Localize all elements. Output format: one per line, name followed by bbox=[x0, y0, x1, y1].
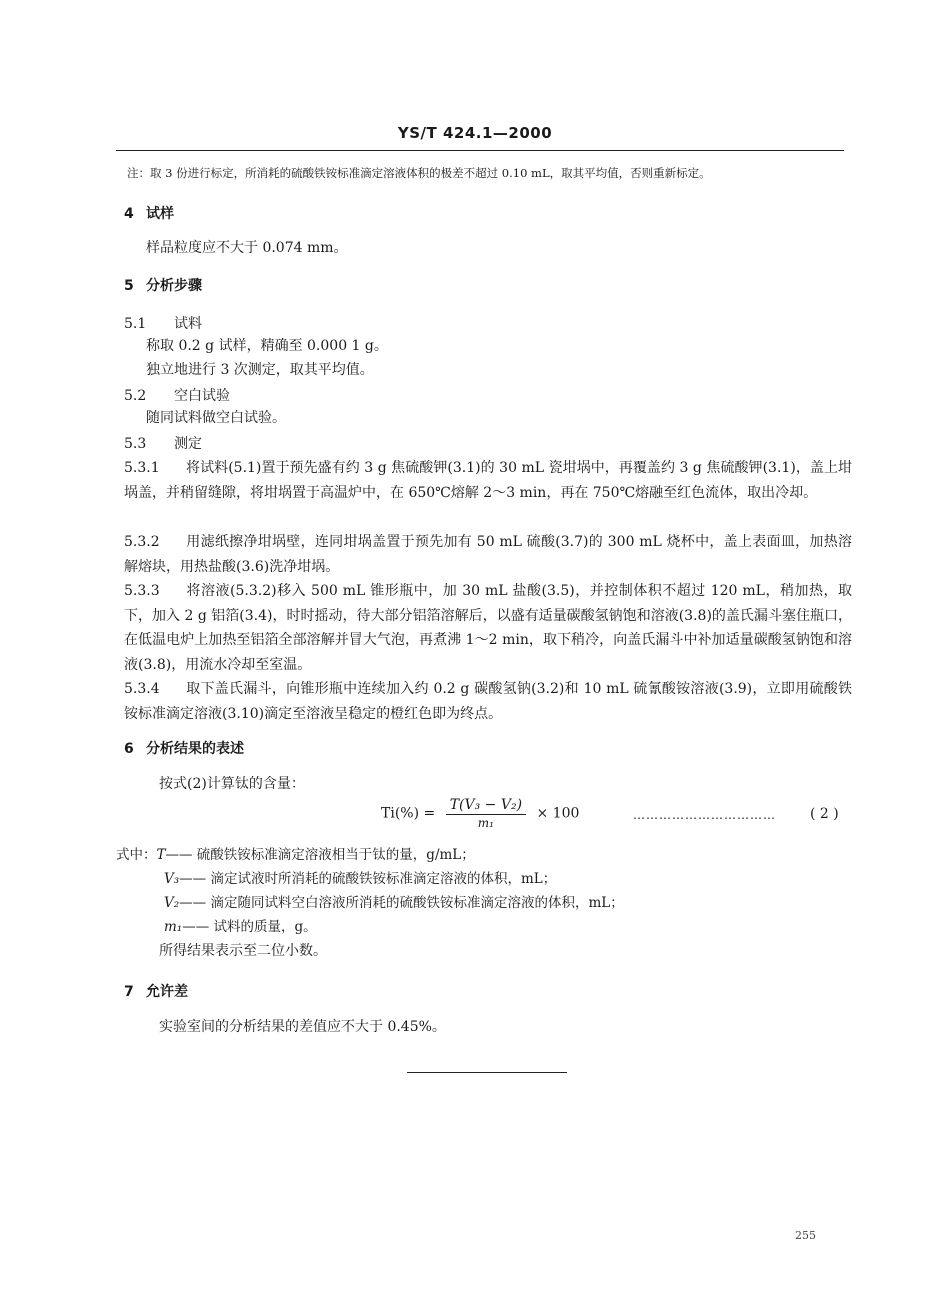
section-5-1-line-1: 称取 0.2 g 试样，精确至 0.000 1 g。 bbox=[146, 338, 388, 354]
formula-denominator: m₁ bbox=[477, 816, 494, 830]
where-symbol-m1: m₁ bbox=[164, 919, 183, 935]
section-5-2-line-1: 随同试料做空白试验。 bbox=[146, 410, 286, 426]
para-5-3-2-number: 5.3.2 bbox=[124, 534, 160, 550]
para-5-3-1 bbox=[124, 456, 852, 505]
section-5-3-heading bbox=[124, 433, 202, 453]
formula-times: × 100 bbox=[536, 805, 580, 822]
section-5-1-number: 5.1 bbox=[124, 316, 147, 332]
formula-fraction bbox=[446, 797, 526, 830]
formula-equation-number: ( 2 ) bbox=[810, 806, 839, 822]
where-desc-m1: —— 试料的质量，g。 bbox=[182, 919, 317, 935]
section-6-tail: 所得结果表示至二位小数。 bbox=[159, 943, 327, 959]
where-row-m1 bbox=[164, 915, 317, 939]
para-5-3-1-number: 5.3.1 bbox=[124, 460, 160, 476]
section-6-number: 6 bbox=[124, 741, 134, 757]
formula-lhs: Ti(%) = bbox=[381, 805, 436, 822]
where-row-t bbox=[116, 843, 475, 867]
calibration-note: 注：取 3 份进行标定，所消耗的硫酸铁铵标准滴定溶液体积的极差不超过 0.10 mL，取其平均值，否则重新标定。 bbox=[127, 166, 711, 180]
section-5-heading bbox=[124, 275, 202, 295]
where-prefix: 式中： bbox=[116, 847, 157, 863]
section-6-title: 分析结果的表述 bbox=[146, 741, 244, 757]
section-5-title: 分析步骤 bbox=[146, 278, 202, 294]
section-5-2-number: 5.2 bbox=[124, 388, 147, 404]
section-4-number: 4 bbox=[124, 206, 134, 222]
where-row-v2 bbox=[164, 891, 624, 915]
where-symbol-t: T bbox=[156, 847, 166, 863]
where-desc-v2: —— 滴定随同试料空白溶液所消耗的硫酸铁铵标准滴定溶液的体积，mL； bbox=[179, 895, 624, 911]
end-rule bbox=[407, 1072, 567, 1073]
para-5-3-3-number: 5.3.3 bbox=[124, 583, 160, 599]
para-5-3-4-text: 取下盖氏漏斗，向锥形瓶中连续加入约 0.2 g 碳酸氢钠(3.2)和 10 mL 硫氰酸铵溶液(3.9)，立即用硫酸铁铵标准滴定溶液(3.10)滴定至溶液呈稳定的橙红色即为终点。 bbox=[124, 681, 852, 722]
para-5-3-4-number: 5.3.4 bbox=[124, 681, 160, 697]
section-5-3-title: 测定 bbox=[174, 436, 202, 452]
para-5-3-3-text: 将溶液(5.3.2)移入 500 mL 锥形瓶中，加 30 mL 盐酸(3.5)，并控制体积不超过 120 mL，稍加热，取下，加入 2 g 铝箔(3.4)，时时摇动，待大部分铝箔溶解后，以盛有适量碳酸氢钠饱和溶液(3.8)的盖氏漏斗塞住瓶口，在低温电炉上加热至铝箔全部溶解并冒大气泡，再煮沸 1～2 min，取下稍冷，向盖氏漏斗中补加适量碳酸氢钠饱和溶液(3.8)，用流水冷却至室温。 bbox=[124, 583, 852, 673]
where-symbol-v3: V₃ bbox=[164, 871, 180, 887]
section-7-text: 实验室间的分析结果的差值应不大于 0.45%。 bbox=[159, 1019, 446, 1035]
where-desc-v3: —— 滴定试液时所消耗的硫酸铁铵标准滴定溶液的体积，mL； bbox=[179, 871, 557, 887]
para-5-3-2-text: 用滤纸擦净坩埚壁，连同坩埚盖置于预先加有 50 mL 硫酸(3.7)的 300 mL 烧杯中，盖上表面皿，加热溶解熔块，用热盐酸(3.6)洗净坩埚。 bbox=[124, 534, 852, 575]
where-desc-t: —— 硫酸铁铵标准滴定溶液相当于钛的量，g/mL； bbox=[165, 847, 475, 863]
section-7-heading bbox=[124, 981, 188, 1001]
para-5-3-4 bbox=[124, 677, 852, 726]
page-header: YS/T 424.1—2000 bbox=[397, 124, 553, 142]
section-7-title: 允许差 bbox=[146, 984, 188, 1000]
formula-numerator: T(V₃ − V₂) bbox=[446, 797, 526, 815]
section-5-1-line-2: 独立地进行 3 次测定，取其平均值。 bbox=[146, 362, 374, 378]
section-6-intro: 按式(2)计算钛的含量： bbox=[159, 776, 305, 792]
para-5-3-3 bbox=[124, 579, 852, 677]
section-5-1-heading bbox=[124, 313, 202, 333]
section-4-title: 试样 bbox=[146, 206, 174, 222]
header-rule bbox=[116, 150, 844, 151]
section-4-heading bbox=[124, 203, 174, 223]
section-5-1-title: 试料 bbox=[174, 316, 202, 332]
section-5-2-heading bbox=[124, 385, 230, 405]
section-6-heading bbox=[124, 738, 244, 758]
formula-2 bbox=[381, 797, 579, 830]
section-7-number: 7 bbox=[124, 984, 134, 1000]
section-5-number: 5 bbox=[124, 278, 134, 294]
para-5-3-2 bbox=[124, 530, 852, 579]
section-4-text: 样品粒度应不大于 0.074 mm。 bbox=[146, 240, 348, 256]
where-symbol-v2: V₂ bbox=[164, 895, 180, 911]
page-number: 255 bbox=[795, 1229, 816, 1242]
formula-leader-dots: …………………………… bbox=[633, 808, 776, 822]
section-5-3-number: 5.3 bbox=[124, 436, 147, 452]
where-row-v3 bbox=[164, 867, 556, 891]
para-5-3-1-text: 将试料(5.1)置于预先盛有约 3 g 焦硫酸钾(3.1)的 30 mL 瓷坩埚中，再覆盖约 3 g 焦硫酸钾(3.1)，盖上坩埚盖，并稍留缝隙，将坩埚置于高温炉中，在 650℃熔解 2～3 min，再在 750℃熔融至红色流体，取出冷却。 bbox=[124, 460, 852, 501]
section-5-2-title: 空白试验 bbox=[174, 388, 230, 404]
